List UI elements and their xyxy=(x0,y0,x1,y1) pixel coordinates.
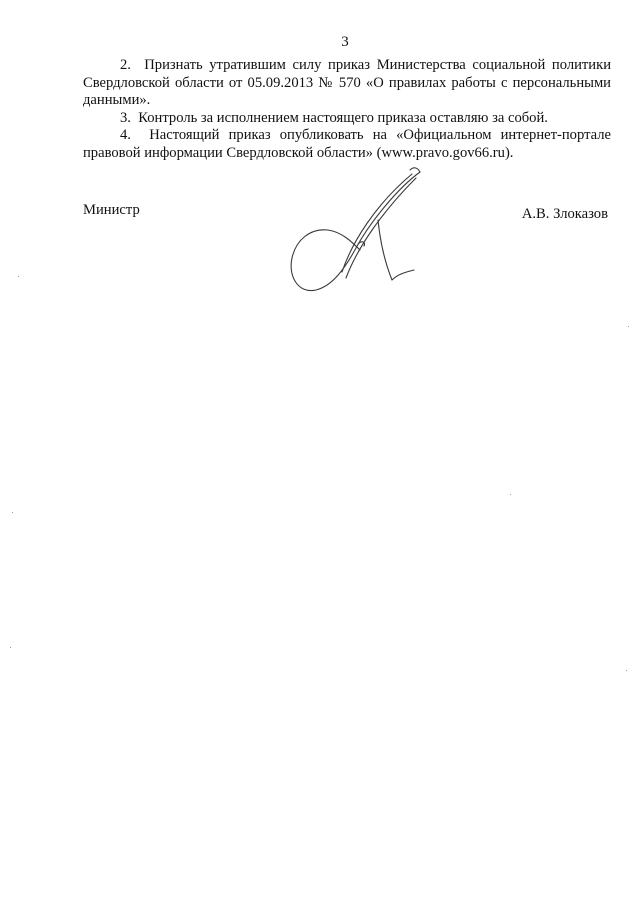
scan-speck xyxy=(12,512,13,513)
document-body xyxy=(83,57,611,162)
paragraph-number: 4. xyxy=(120,127,131,143)
signer-title: Министр xyxy=(83,202,140,218)
paragraph-4 xyxy=(83,127,611,162)
paragraph-number: 3. xyxy=(120,109,131,126)
paragraph-text: Признать утратившим силу приказ Министерства социальной политики Свердловской области от 05.09.2013 № 570 «О правилах работы с персональными данными». xyxy=(83,57,612,108)
paragraph-number: 2. xyxy=(120,57,131,73)
paragraph-2 xyxy=(83,57,611,110)
scan-speck xyxy=(510,494,511,495)
paragraph-text: Контроль за исполнением настоящего приказа оставляю за собой. xyxy=(138,109,548,126)
page-number: 3 xyxy=(341,34,349,50)
scan-speck xyxy=(626,670,627,671)
paragraph-text: Настоящий приказ опубликовать на «Официальном интернет-портале правовой информации Свердловской области» (www.pravo.gov66.ru). xyxy=(83,127,611,161)
scan-speck xyxy=(18,276,19,277)
signer-name: А.В. Злоказов xyxy=(521,206,608,222)
handwritten-signature-icon xyxy=(280,160,430,300)
scan-speck xyxy=(10,647,11,648)
scan-speck xyxy=(628,326,629,327)
paragraph-3 xyxy=(83,110,611,128)
